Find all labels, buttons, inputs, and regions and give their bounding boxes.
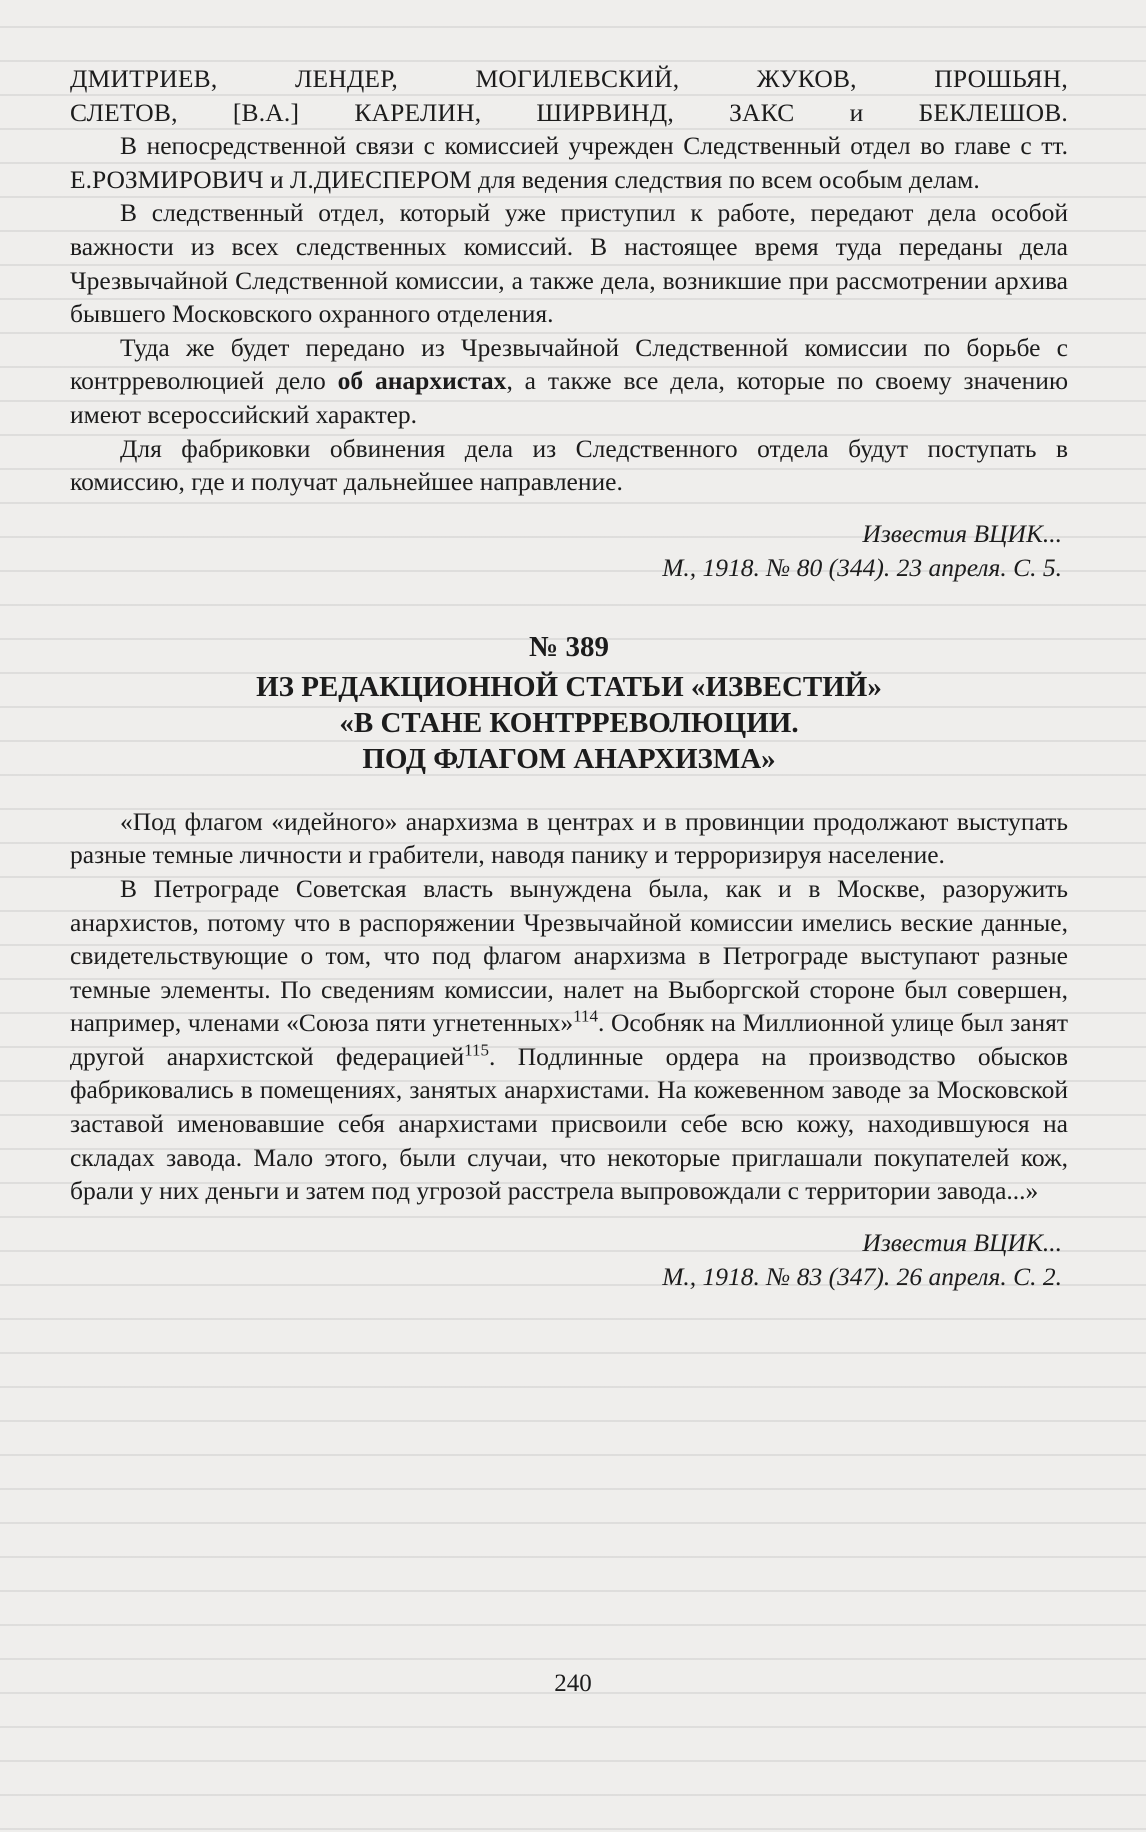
document-paragraph-2-a: В Петрограде Советская власть вынуждена была, как и в Москве, разоружить анархистов, потому что в распоряжении Чрезвычайной комиссии имелись веские данные, свидетельствующие о том, что под флагом анархизма в Петрограде выступают разные темные элементы. По сведениям комиссии, налет на Выборгской стороне был совершен, например, членами «Союза пяти угнетенных»: [70, 873, 1068, 1038]
document-source-line-1: Известия ВЦИК...: [862, 1227, 1062, 1257]
intro-paragraph-3-bold: об анархистах: [337, 366, 507, 396]
document-body: [70, 805, 1068, 1294]
intro-source-line-1: Известия ВЦИК...: [862, 518, 1062, 548]
names-line-1: ДМИТРИЕВ, ЛЕНДЕР, МОГИЛЕВСКИЙ, ЖУКОВ, ПРОШЬЯН,: [70, 64, 1068, 93]
document-paragraph-2: [70, 872, 1068, 1208]
intro-paragraph-3-b: , а также все дела, которые по своему значению имеют всероссийский характер.: [70, 366, 1069, 429]
document-paragraph-1: «Под флагом «идейного» анархизма в центрах и в провинции продолжают выступать разные темные личности и грабители, наводя панику и терроризируя население.: [70, 806, 1068, 870]
footnote-ref-115: 115: [464, 1040, 490, 1060]
document-paragraph-2-c: . Подлинные ордера на производство обысков фабриковались в помещениях, занятых анархистами. На кожевенном заводе за Московской заставой именовавшие себя анархистами присвоили себе всю кожу, находившуюся на складах завода. Мало этого, были случаи, что некоторые приглашали покупателей кож, брали у них деньги и затем под угрозой расстрела выпровождали с территории завода...»: [70, 1041, 1068, 1206]
intro-source-line-2: М., 1918. № 80 (344). 23 апреля. С. 5.: [662, 552, 1062, 582]
page-number: 240: [554, 1670, 592, 1697]
names-line-2: СЛЕТОВ, [В.А.] КАРЕЛИН, ШИРВИНД, ЗАКС и БЕКЛЕШОВ.: [70, 97, 1068, 127]
intro-paragraph-4: Для фабриковки обвинения дела из Следственного отдела будут поступать в комиссию, где и получат дальнейшее направление.: [70, 433, 1068, 497]
intro-paragraph-3: [70, 331, 1068, 432]
document-number: № 389: [529, 630, 609, 663]
document-title-line-2: «В СТАНЕ КОНТРРЕВОЛЮЦИИ.: [339, 706, 799, 739]
intro-paragraph-1: В непосредственной связи с комиссией учрежден Следственный отдел во главе с тт. Е.РОЗМИРОВИЧ и Л.ДИЕСПЕРОМ для ведения следствия по всем особым делам.: [70, 131, 1068, 194]
document-source-line-2: М., 1918. № 83 (347). 26 апреля. С. 2.: [662, 1261, 1062, 1291]
document-paragraph-2-b: . Особняк на Миллионной улице был занят другой анархистской федерацией: [70, 1008, 1068, 1071]
intro-paragraph-2: В следственный отдел, который уже приступил к работе, передают дела особой важности из всех следственных комиссий. В настоящее время туда переданы дела Чрезвычайной Следственной комиссии, а также дела, возникшие при рассмотрении архива бывшего Московского охранного отделения.: [70, 198, 1068, 329]
document-title-line-3: ПОД ФЛАГОМ АНАРХИЗМА»: [362, 742, 776, 775]
document-title-line-1: ИЗ РЕДАКЦИОННОЙ СТАТЬИ «ИЗВЕСТИЙ»: [256, 670, 882, 703]
footnote-ref-114: 114: [573, 1006, 598, 1026]
intro-paragraph-3-a: Туда же будет передано из Чрезвычайной Следственной комиссии по борьбе с контрреволюцией дело: [70, 332, 1068, 396]
previous-document-end: [70, 62, 1068, 585]
document-title: [70, 669, 1068, 777]
